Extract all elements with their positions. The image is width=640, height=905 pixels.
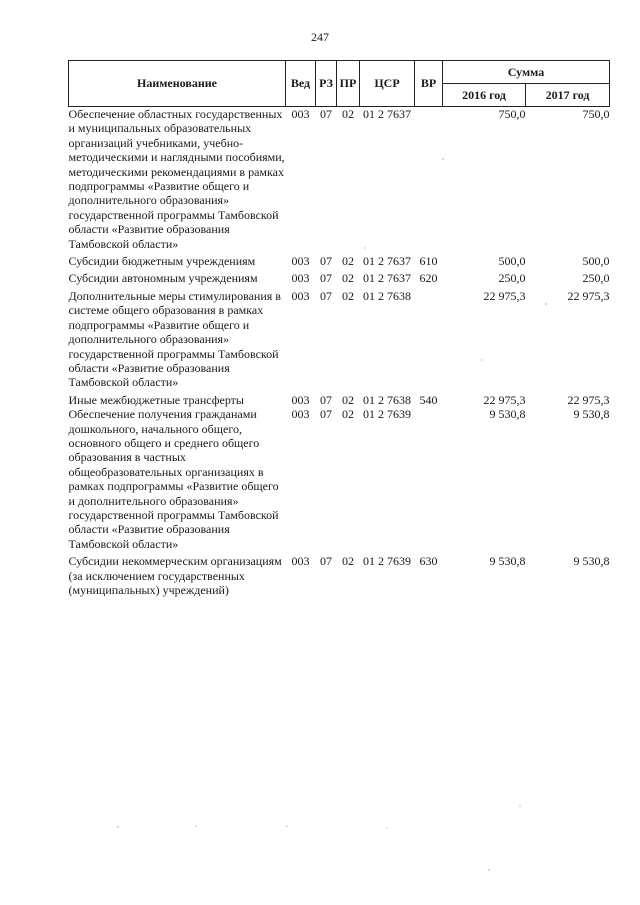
header-ved: Вед <box>286 61 316 107</box>
table-row <box>69 286 610 390</box>
row-amount-2017: 9 530,8 <box>573 554 610 569</box>
row-ved: 003 <box>291 407 310 422</box>
budget-table <box>68 60 610 597</box>
row-ved: 003 <box>291 254 310 269</box>
row-name: Иные межбюджетные трансферты <box>68 392 244 407</box>
row-vr <box>415 407 443 551</box>
row-rz: 07 <box>320 407 332 422</box>
row-csr: 01 2 7638 <box>363 288 411 303</box>
row-pr: 02 <box>342 554 354 569</box>
row-amount-2016: 9 530,8 <box>489 407 526 422</box>
row-csr: 01 2 7637 <box>363 271 411 286</box>
table-row <box>69 107 610 252</box>
row-ved: 003 <box>291 554 310 569</box>
row-amount-2017: 22 975,3 <box>567 392 610 407</box>
row-amount-2017: 250,0 <box>582 271 610 286</box>
row-ved: 003 <box>291 288 310 303</box>
row-rz: 07 <box>320 288 332 303</box>
row-csr: 01 2 7637 <box>363 107 411 121</box>
row-name: Субсидии автономным учреждениям <box>68 271 258 286</box>
row-ved: 003 <box>291 107 310 121</box>
header-name: Наименование <box>69 61 286 107</box>
row-csr: 01 2 7637 <box>363 254 411 269</box>
header-year-2017: 2017 год <box>526 84 610 107</box>
row-vr: 630 <box>419 554 438 569</box>
row-amount-2017: 500,0 <box>582 254 610 269</box>
page-number: 247 <box>311 30 329 44</box>
row-rz: 07 <box>320 254 332 269</box>
row-ved: 003 <box>291 392 310 407</box>
row-name: Субсидии бюджетным учреждениям <box>68 254 256 269</box>
row-csr: 01 2 7639 <box>363 554 411 569</box>
row-amount-2016: 750,0 <box>498 107 526 121</box>
row-ved: 003 <box>291 271 310 286</box>
row-rz: 07 <box>320 107 332 121</box>
row-rz: 07 <box>320 554 332 569</box>
row-name: Обеспечение областных государственных и муниципальных образовательных организаций учебниками, учебно-методическими и наглядными пособиями, методическими рекомендациями в рамках подпрограммы «Развитие общего и дополнительного образования» государственной программы Тамбовской области «Развитие образования Тамбовской области» <box>68 107 285 251</box>
row-amount-2017: 750,0 <box>582 107 610 121</box>
row-amount-2016: 22 975,3 <box>483 288 526 303</box>
header-pr: ПР <box>337 61 360 107</box>
row-pr: 02 <box>342 107 354 121</box>
row-pr: 02 <box>342 271 354 286</box>
row-pr: 02 <box>342 288 354 303</box>
header-csr: ЦСР <box>360 61 415 107</box>
row-csr: 01 2 7638 <box>363 392 411 407</box>
row-rz: 07 <box>320 271 332 286</box>
row-vr <box>415 107 443 252</box>
row-amount-2016: 9 530,8 <box>489 554 526 569</box>
row-vr: 610 <box>419 254 438 269</box>
row-pr: 02 <box>342 254 354 269</box>
table-row <box>69 551 610 597</box>
header-rz: РЗ <box>316 61 337 107</box>
row-name: Субсидии некоммерческим организациям (за исключением государственных (муниципальных) учреждений) <box>68 554 282 597</box>
row-name: Дополнительные меры стимулирования в системе общего образования в рамках подпрограммы «Развитие общего и дополнительного образования» государственной программы Тамбовской области «Развитие образования Тамбовской области» <box>68 288 281 390</box>
row-amount-2017: 9 530,8 <box>573 407 610 422</box>
row-vr: 540 <box>419 392 438 407</box>
row-name: Обеспечение получения гражданами дошкольного, начального общего, основного общего и среднего общего образования в частных общеобразовательных организациях в рамках подпрограммы «Развитие общего и дополнительного образования» государственной программы Тамбовской области «Развитие образования Тамбовской области» <box>68 407 279 551</box>
row-vr <box>415 286 443 390</box>
header-vr: ВР <box>415 61 443 107</box>
row-amount-2016: 500,0 <box>498 254 526 269</box>
row-amount-2017: 22 975,3 <box>567 288 610 303</box>
row-amount-2016: 22 975,3 <box>483 392 526 407</box>
row-pr: 02 <box>342 392 354 407</box>
table-row <box>69 251 610 268</box>
table-row <box>69 268 610 285</box>
row-vr: 620 <box>419 271 438 286</box>
header-sum: Сумма <box>443 61 610 84</box>
row-csr: 01 2 7639 <box>363 407 411 422</box>
table-row <box>69 407 610 551</box>
row-amount-2016: 250,0 <box>498 271 526 286</box>
header-year-2016: 2016 год <box>443 84 526 107</box>
table-row <box>69 390 610 407</box>
row-rz: 07 <box>320 392 332 407</box>
row-pr: 02 <box>342 407 354 422</box>
